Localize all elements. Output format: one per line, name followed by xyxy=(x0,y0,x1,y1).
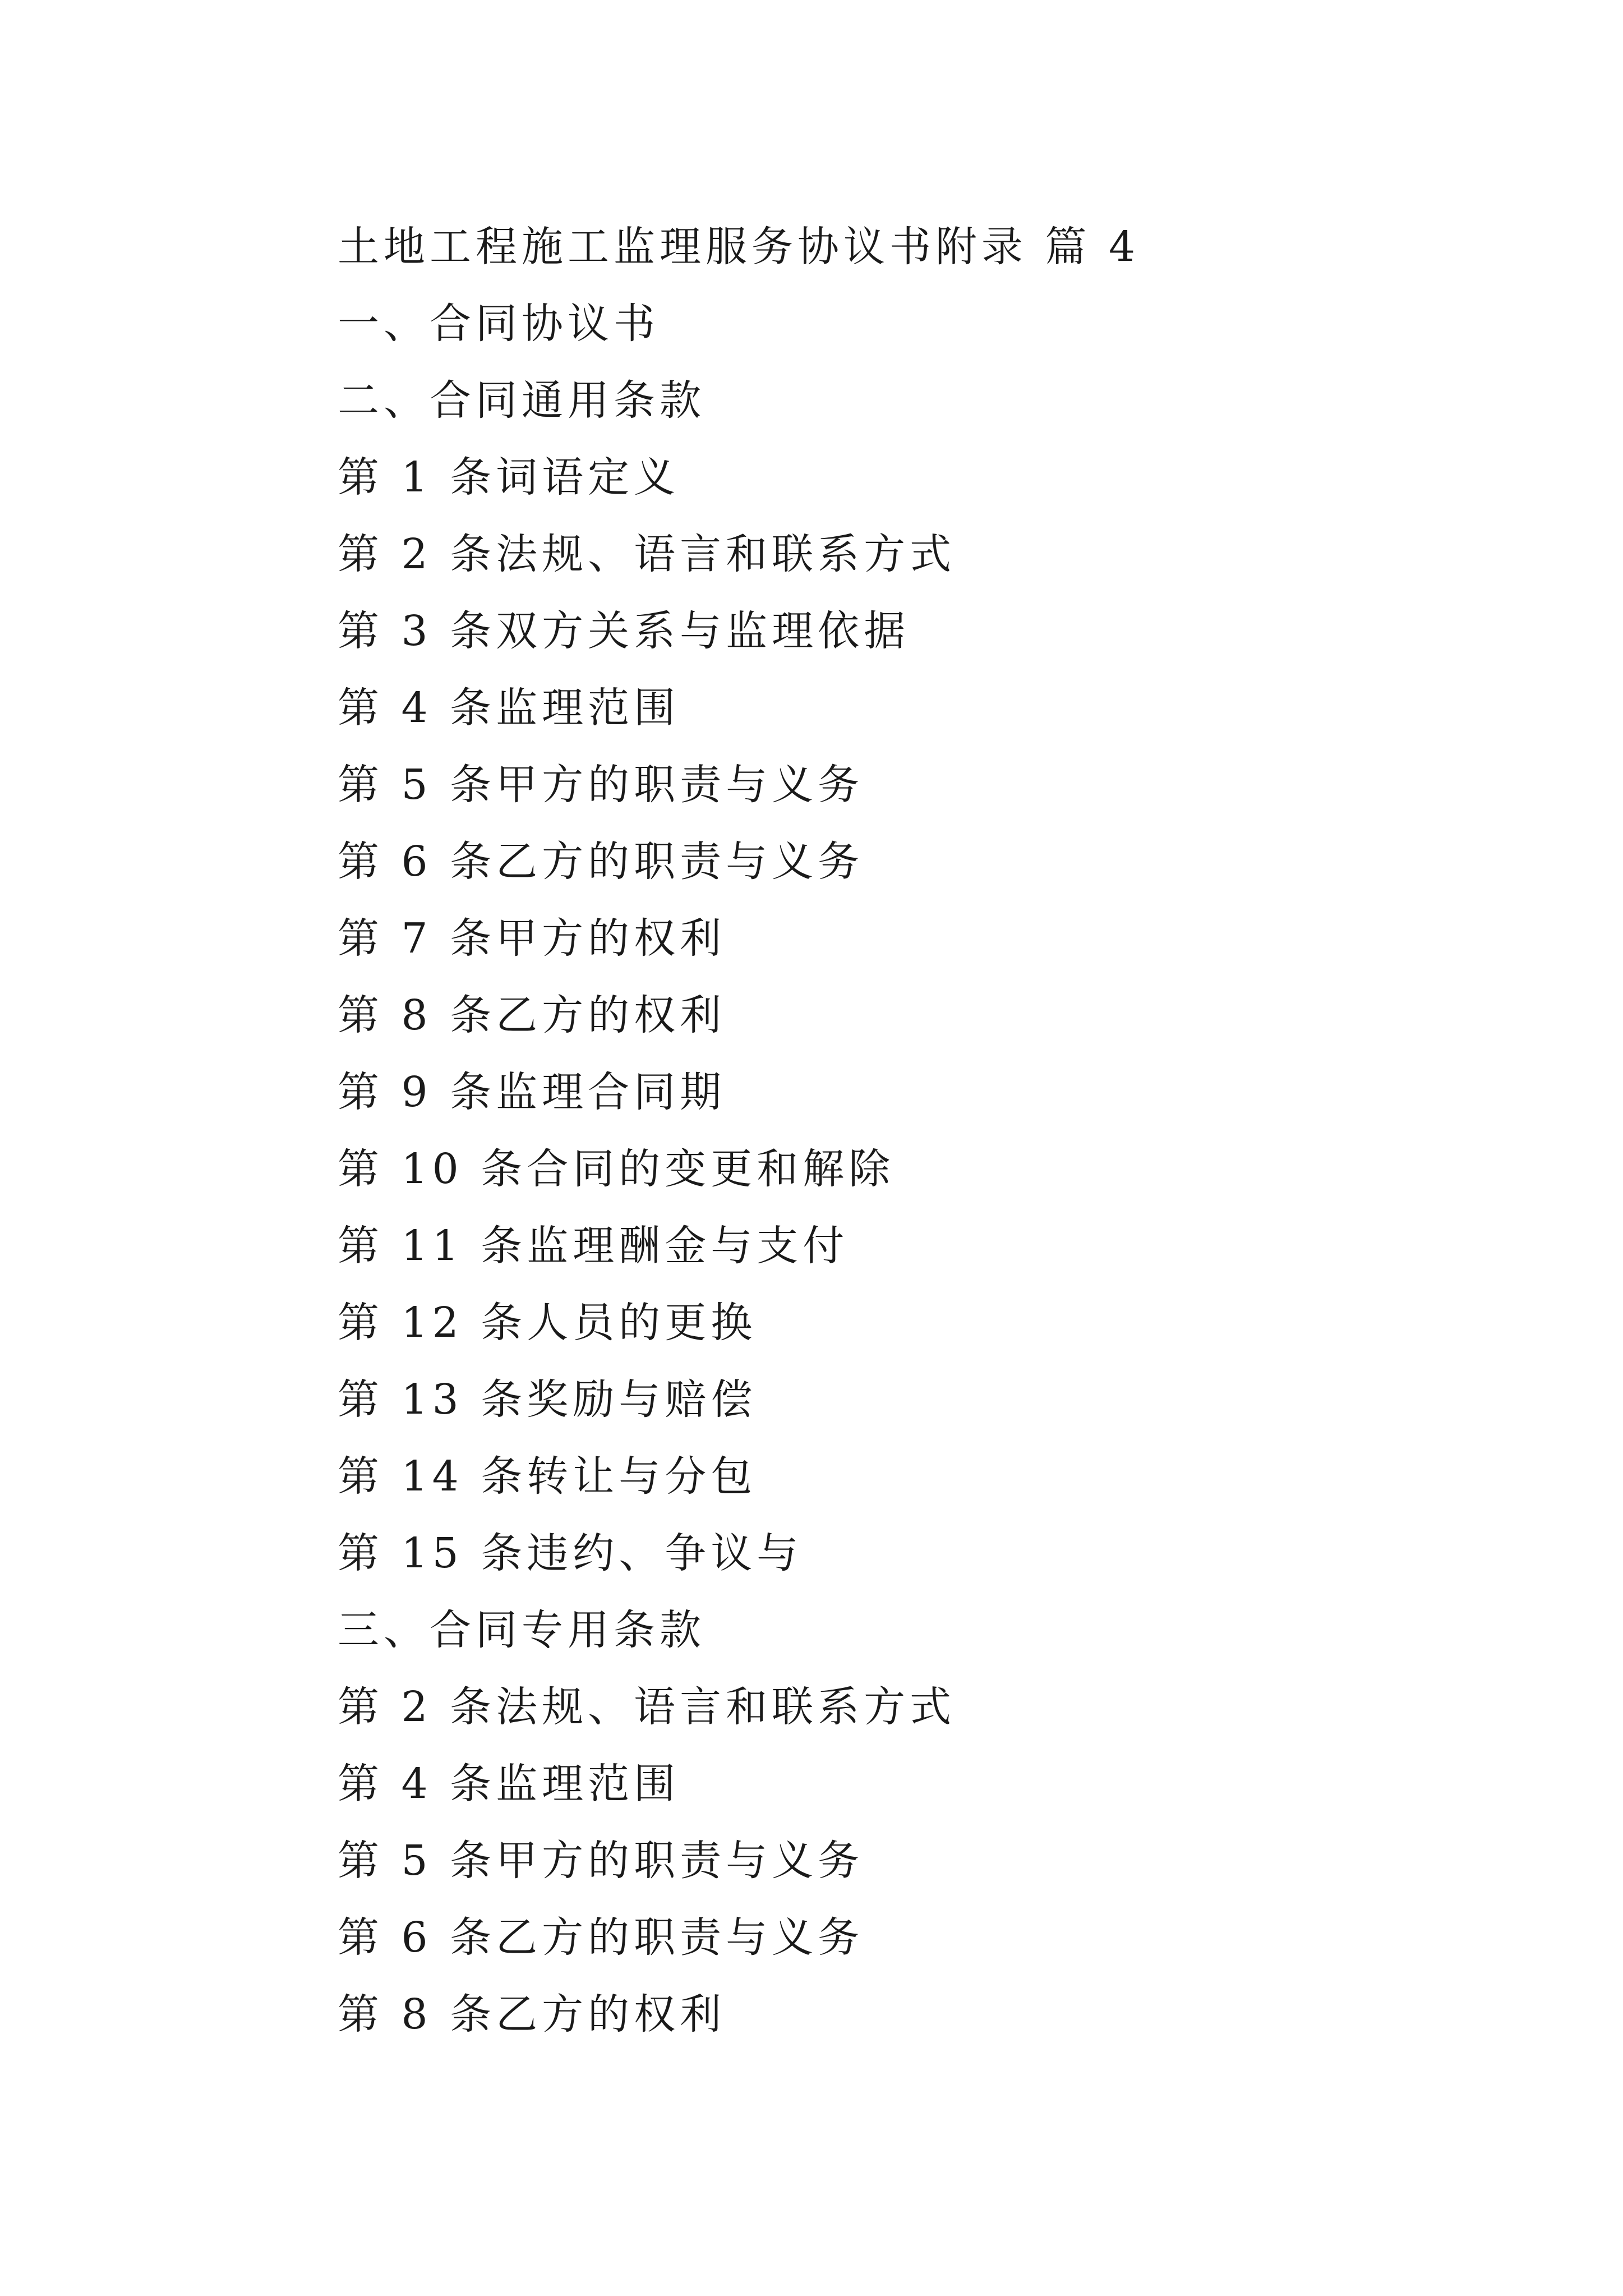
section-heading-contract-agreement: 一、合同协议书 xyxy=(338,300,660,348)
clause-line: 第 5 条甲方的职责与义务 xyxy=(338,761,864,809)
clause-line: 第 3 条双方关系与监理依据 xyxy=(338,607,910,655)
clause-line: 第 10 条合同的变更和解除 xyxy=(338,1145,895,1193)
clause-line: 第 8 条乙方的权利 xyxy=(338,1990,726,2039)
clause-line: 第 5 条甲方的职责与义务 xyxy=(338,1837,864,1885)
clause-line: 第 11 条监理酬金与支付 xyxy=(338,1222,849,1270)
clause-line: 第 2 条法规、语言和联系方式 xyxy=(338,530,956,578)
clause-line: 第 1 条词语定义 xyxy=(338,453,680,501)
clause-line: 第 4 条监理范围 xyxy=(338,1760,680,1808)
section-heading-general-terms: 二、合同通用条款 xyxy=(338,376,706,425)
clause-line: 第 13 条奖励与赔偿 xyxy=(338,1375,757,1424)
document-title: 土地工程施工监理服务协议书附录 篇 4 xyxy=(338,223,1140,271)
section-heading-special-terms: 三、合同专用条款 xyxy=(338,1606,706,1654)
clause-line: 第 8 条乙方的权利 xyxy=(338,991,726,1039)
clause-line: 第 14 条转让与分包 xyxy=(338,1452,757,1501)
clause-line: 第 6 条乙方的职责与义务 xyxy=(338,838,864,886)
clause-line: 第 2 条法规、语言和联系方式 xyxy=(338,1683,956,1731)
clause-line: 第 15 条违约、争议与 xyxy=(338,1529,803,1577)
clause-line: 第 4 条监理范围 xyxy=(338,684,680,732)
clause-line: 第 12 条人员的更换 xyxy=(338,1299,757,1347)
clause-line: 第 7 条甲方的权利 xyxy=(338,914,726,963)
clause-line: 第 6 条乙方的职责与义务 xyxy=(338,1913,864,1962)
clause-line: 第 9 条监理合同期 xyxy=(338,1068,726,1116)
document-body xyxy=(338,209,1515,2053)
